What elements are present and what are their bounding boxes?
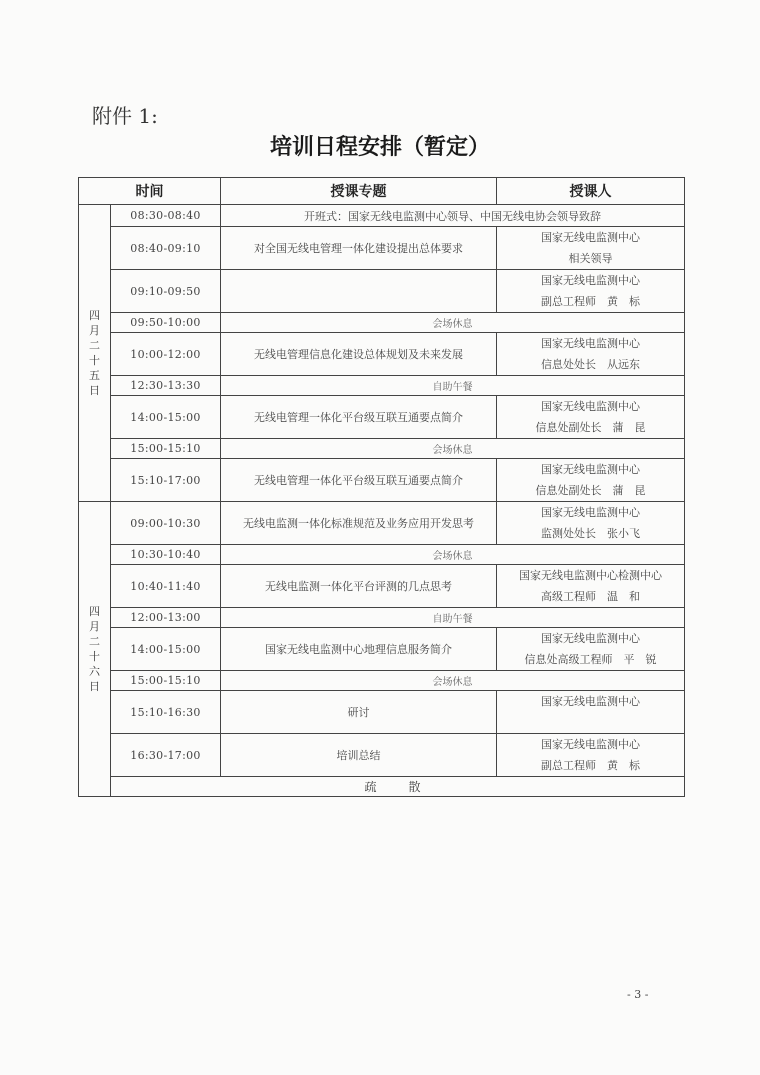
schedule-table	[78, 177, 685, 797]
row-time: 08:30-08:40	[111, 205, 221, 227]
table-row	[79, 459, 685, 502]
closing-cell: 疏 散	[111, 777, 685, 797]
row-speaker	[497, 628, 685, 671]
table-row	[79, 671, 685, 691]
row-topic: 研讨	[221, 691, 497, 734]
table-row	[79, 396, 685, 439]
speaker-org: 国家无线电监测中心	[541, 463, 640, 476]
row-time: 15:00-15:10	[111, 439, 221, 459]
speaker-org: 国家无线电监测中心	[541, 695, 640, 708]
row-time: 10:40-11:40	[111, 565, 221, 608]
row-topic: 无线电管理一体化平台级互联互通要点简介	[221, 396, 497, 439]
speaker-title: 监测处处长 张小飞	[541, 527, 640, 540]
table-row	[79, 270, 685, 313]
table-row	[79, 439, 685, 459]
speaker-title: 高级工程师 温 和	[541, 590, 640, 603]
day2-vertical-label: 四 月 二 十 六 日	[89, 605, 100, 693]
row-time: 12:30-13:30	[111, 376, 221, 396]
day-label	[79, 205, 111, 502]
row-speaker	[497, 459, 685, 502]
table-row	[79, 777, 685, 797]
table-row	[79, 227, 685, 270]
row-topic: 开班式：国家无线电监测中心领导、中国无线电协会领导致辞	[221, 205, 685, 227]
speaker-title: 副总工程师 黄 标	[541, 759, 640, 772]
row-speaker	[497, 333, 685, 376]
table-row	[79, 502, 685, 545]
table-row	[79, 608, 685, 628]
row-time: 14:00-15:00	[111, 628, 221, 671]
table-row	[79, 205, 685, 227]
table-row	[79, 628, 685, 671]
day1-vertical-label: 四 月 二 十 五 日	[89, 309, 100, 397]
row-break: 自助午餐	[221, 608, 685, 628]
day-label	[79, 502, 111, 797]
row-speaker	[497, 502, 685, 545]
table-row	[79, 333, 685, 376]
table-row	[79, 313, 685, 333]
attachment-label: 附件 1:	[92, 104, 158, 128]
table-row	[79, 565, 685, 608]
row-topic: 国家无线电监测中心地理信息服务简介	[221, 628, 497, 671]
page-title: 培训日程安排（暂定）	[269, 135, 490, 160]
header-topic: 授课专题	[221, 178, 497, 205]
speaker-org: 国家无线电监测中心	[541, 231, 640, 244]
row-time: 09:50-10:00	[111, 313, 221, 333]
row-topic: 对全国无线电管理一体化建设提出总体要求	[221, 227, 497, 270]
table-row	[79, 734, 685, 777]
row-time: 14:00-15:00	[111, 396, 221, 439]
speaker-org: 国家无线电监测中心检测中心	[519, 569, 662, 582]
row-topic: 无线电管理一体化平台级互联互通要点简介	[221, 459, 497, 502]
row-time: 12:00-13:00	[111, 608, 221, 628]
row-time: 15:10-16:30	[111, 691, 221, 734]
speaker-org: 国家无线电监测中心	[541, 400, 640, 413]
row-time: 16:30-17:00	[111, 734, 221, 777]
row-time: 15:10-17:00	[111, 459, 221, 502]
header-speaker: 授课人	[497, 178, 685, 205]
table-row	[79, 691, 685, 734]
speaker-org: 国家无线电监测中心	[541, 274, 640, 287]
row-time: 09:10-09:50	[111, 270, 221, 313]
speaker-title: 副总工程师 黄 标	[541, 295, 640, 308]
page-number: - 3 -	[627, 988, 649, 1001]
speaker-title: 信息处高级工程师 平 锐	[524, 653, 657, 666]
row-topic: 无线电监测一体化标准规范及业务应用开发思考	[221, 502, 497, 545]
row-time: 15:00-15:10	[111, 671, 221, 691]
row-speaker	[497, 396, 685, 439]
table-header-row	[79, 178, 685, 205]
row-time: 08:40-09:10	[111, 227, 221, 270]
speaker-org: 国家无线电监测中心	[541, 506, 640, 519]
speaker-org: 国家无线电监测中心	[541, 337, 640, 350]
row-speaker	[497, 227, 685, 270]
row-break: 会场休息	[221, 671, 685, 691]
row-topic	[221, 270, 497, 313]
table-row	[79, 376, 685, 396]
speaker-org: 国家无线电监测中心	[541, 738, 640, 751]
row-speaker	[497, 691, 685, 734]
row-break: 会场休息	[221, 313, 685, 333]
row-topic: 无线电监测一体化平台评测的几点思考	[221, 565, 497, 608]
row-time: 10:30-10:40	[111, 545, 221, 565]
row-time: 10:00-12:00	[111, 333, 221, 376]
row-time: 09:00-10:30	[111, 502, 221, 545]
speaker-title: 信息处处长 从远东	[541, 358, 640, 371]
speaker-title: 信息处副处长 蒲 昆	[535, 421, 646, 434]
header-time: 时间	[79, 178, 221, 205]
speaker-org: 国家无线电监测中心	[541, 632, 640, 645]
row-speaker	[497, 270, 685, 313]
row-topic: 无线电管理信息化建设总体规划及未来发展	[221, 333, 497, 376]
table-row	[79, 545, 685, 565]
row-topic: 培训总结	[221, 734, 497, 777]
speaker-title: 信息处副处长 蒲 昆	[535, 484, 646, 497]
row-speaker	[497, 734, 685, 777]
row-break: 自助午餐	[221, 376, 685, 396]
row-speaker	[497, 565, 685, 608]
speaker-title: 相关领导	[568, 252, 613, 265]
row-break: 会场休息	[221, 439, 685, 459]
row-break: 会场休息	[221, 545, 685, 565]
